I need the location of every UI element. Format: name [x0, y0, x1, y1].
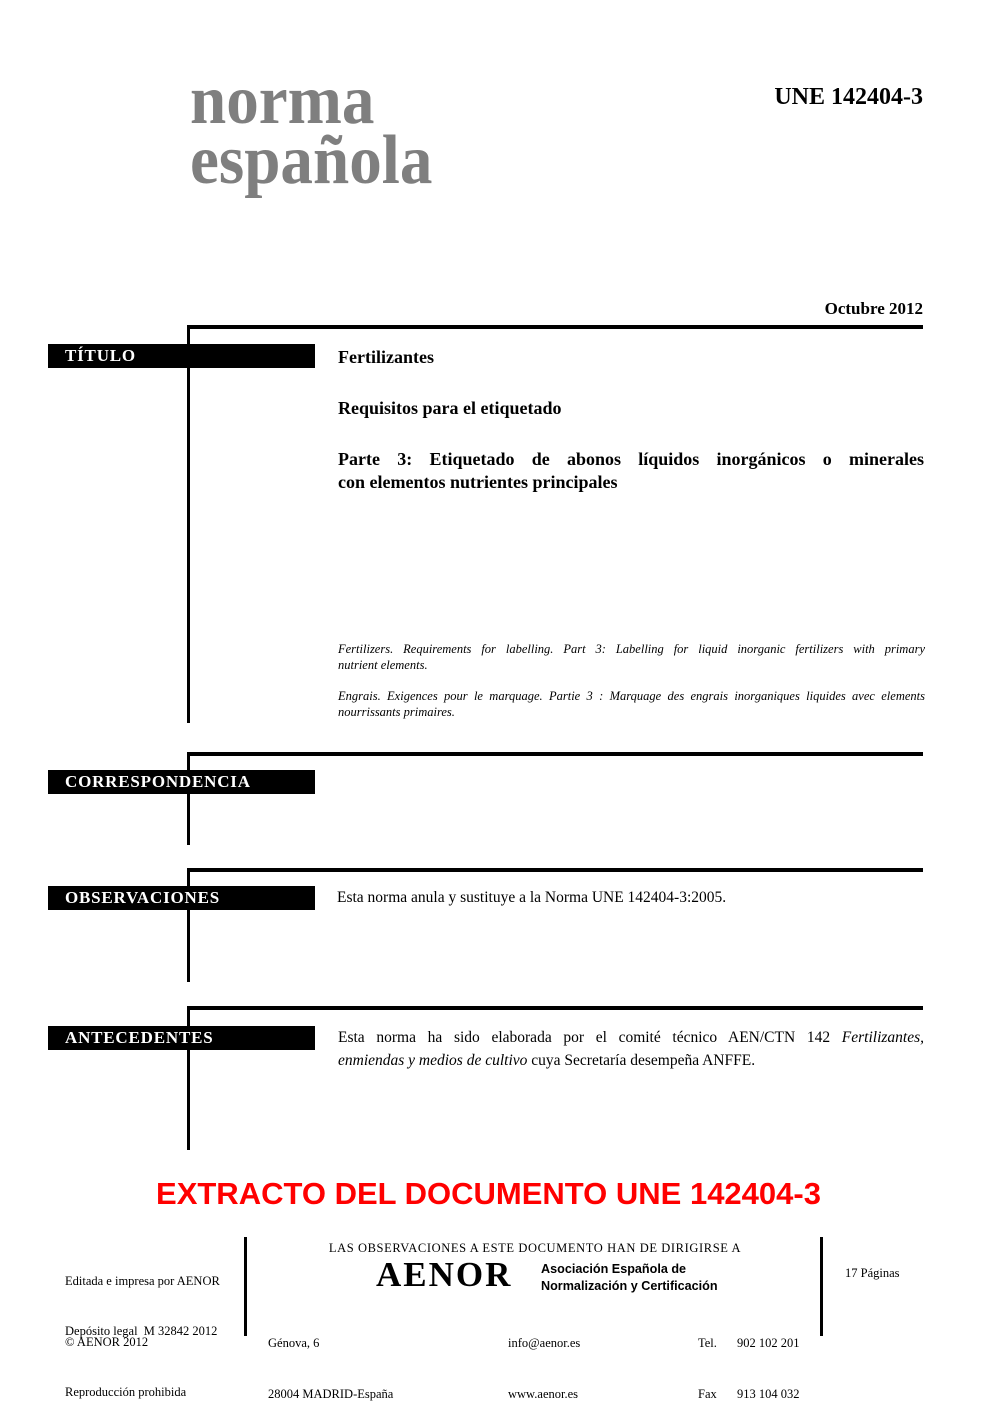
translation-fr-line-2: nourrissants primaires.	[338, 705, 455, 719]
label-titulo: TÍTULO	[48, 344, 315, 368]
vline-correspondencia	[187, 752, 190, 845]
title-line-2: Requisitos para el etiquetado	[338, 398, 562, 418]
antecedentes-italic-1: Fertilizantes,	[841, 1029, 925, 1046]
footer-website: www.aenor.es	[508, 1387, 579, 1401]
label-observaciones: OBSERVACIONES	[48, 886, 315, 910]
footer-address-line-2: 28004 MADRID-España	[268, 1387, 394, 1401]
label-correspondencia: CORRESPONDENCIA	[48, 770, 315, 794]
footer-web-block	[508, 1301, 580, 1403]
extract-notice: EXTRACTO DEL DOCUMENTO UNE 142404-3	[156, 1176, 821, 1211]
footer-email: info@aenor.es	[508, 1336, 581, 1350]
aenor-org-name	[541, 1261, 718, 1294]
rule-observaciones	[188, 868, 923, 872]
footer-tel-number: 902 102 201	[737, 1336, 800, 1350]
footer-fax-label: Fax	[698, 1387, 717, 1401]
translation-fr-line-1: Engrais. Exigences pour le marquage. Partie 3 : Marquage des engrais inorganiques liquides avec elements	[338, 689, 925, 703]
rule-titulo	[188, 325, 923, 329]
title-line-3b: con elementos nutrientes principales	[338, 472, 618, 492]
translation-en-line-1: Fertilizers. Requirements for labelling. Part 3: Labelling for liquid inorganic fertilizers with primary	[338, 642, 925, 656]
aenor-org-line-2: Normalización y Certificación	[541, 1277, 718, 1293]
footer-divider-left	[244, 1237, 247, 1336]
antecedentes-roman-1: Esta norma ha sido elaborada por el comité técnico AEN/CTN 142	[338, 1029, 831, 1046]
doc-code: UNE 142404-3	[774, 84, 923, 110]
rule-antecedentes	[188, 1006, 923, 1010]
observaciones-body: Esta norma anula y sustituye a la Norma UNE 142404-3:2005.	[337, 889, 727, 906]
antecedentes-italic-2: enmiendas y medios de cultivo	[338, 1052, 528, 1069]
footer-address-block	[268, 1301, 393, 1403]
vline-titulo	[187, 325, 190, 723]
footer-edited-line-1: Editada e impresa por AENOR	[65, 1274, 220, 1288]
doc-date: Octubre 2012	[824, 299, 923, 318]
title-line-3a: Parte 3: Etiquetado de abonos líquidos inorgánicos o minerales	[338, 449, 924, 469]
aenor-logo: AENOR	[376, 1255, 513, 1294]
footer-phone-numbers	[737, 1301, 800, 1403]
label-antecedentes: ANTECEDENTES	[48, 1026, 315, 1050]
rule-correspondencia	[188, 752, 923, 756]
antecedentes-body-line-2	[338, 1049, 924, 1073]
antecedentes-roman-2: cuya Secretaría desempeña ANFFE.	[531, 1052, 756, 1069]
footer-copyright-block	[65, 1301, 186, 1403]
aenor-org-line-1: Asociación Española de	[541, 1261, 687, 1276]
footer-copyright-line-1: © AENOR 2012	[65, 1335, 149, 1349]
footer-phone-labels	[698, 1301, 717, 1403]
brand-norma: norma	[190, 62, 375, 139]
footer-edited-line-2: Depósito legal M 32842 2012	[65, 1323, 218, 1338]
footer-divider-right	[820, 1237, 823, 1336]
footer-page-count: 17 Páginas	[845, 1266, 900, 1280]
footer-observations-notice: LAS OBSERVACIONES A ESTE DOCUMENTO HAN DE DIRIGIRSE A	[328, 1241, 742, 1255]
antecedentes-body-line-1	[338, 1026, 924, 1050]
translation-en-line-2: nutrient elements.	[338, 658, 428, 672]
brand-espanola: española	[190, 122, 433, 199]
footer-fax-number: 913 104 032	[737, 1387, 800, 1401]
footer-tel-label: Tel.	[698, 1336, 717, 1350]
title-line-1: Fertilizantes	[338, 347, 434, 367]
footer-address-line-1: Génova, 6	[268, 1336, 320, 1350]
footer-copyright-line-2: Reproducción prohibida	[65, 1384, 187, 1399]
